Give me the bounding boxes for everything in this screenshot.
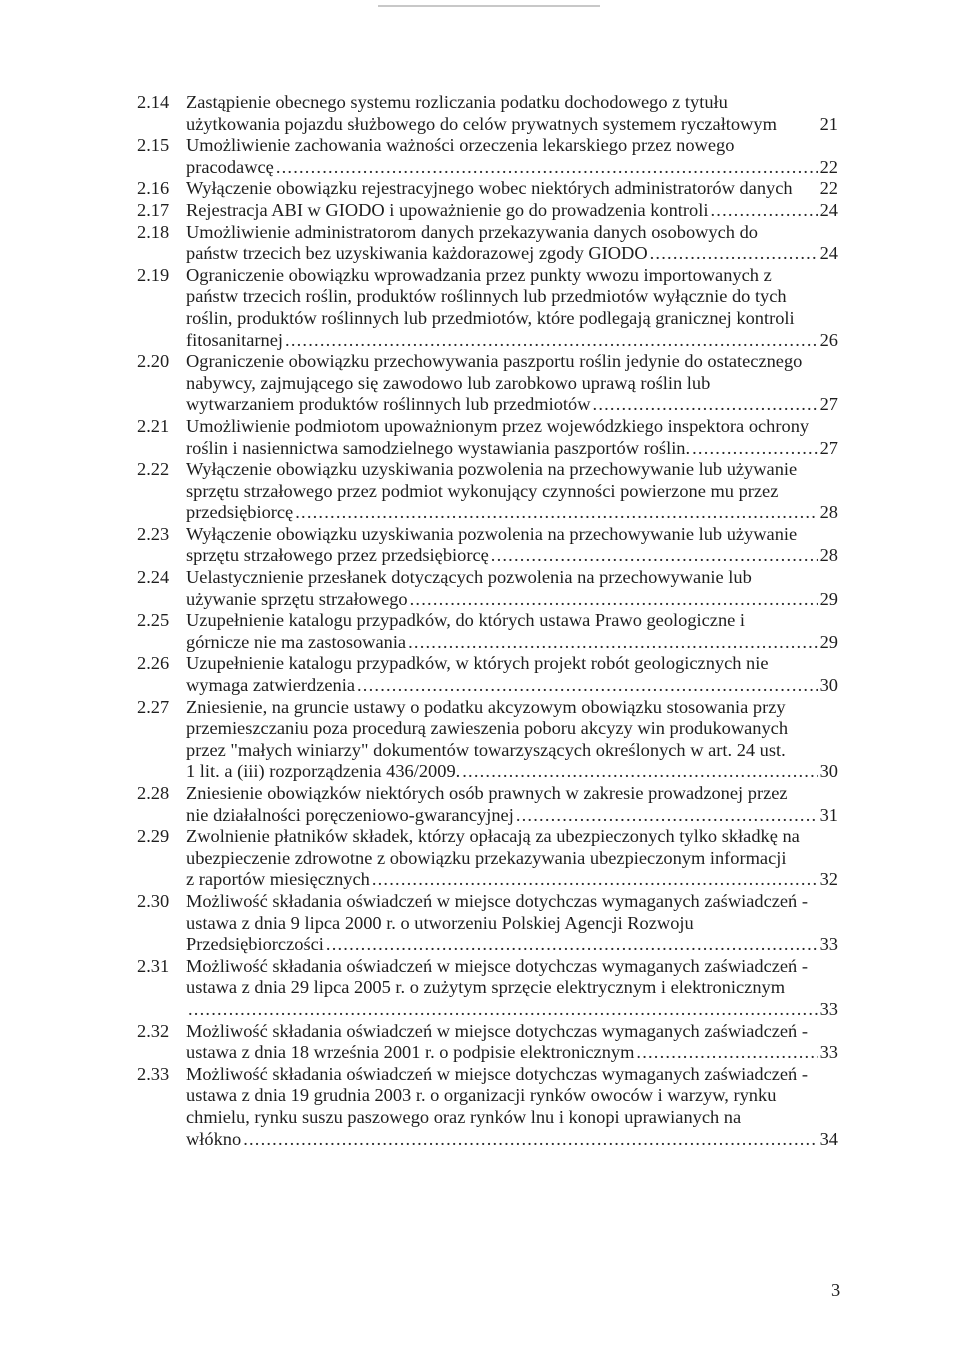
toc-entry-title-line: 1 lit. a (iii) rozporządzenia 436/2009.: [186, 761, 461, 782]
toc-entry-title-line: roślin i nasiennictwa samodzielnego wystawiania paszportów roślin.: [186, 437, 691, 458]
toc-entry[interactable]: [0, 524, 960, 567]
toc-entry-page: 26: [819, 329, 838, 350]
dot-leader: [710, 200, 817, 222]
toc-entry[interactable]: [0, 610, 960, 653]
toc-entry-title-line: Uzupełnienie katalogu przypadków, do których ustawa Prawo geologiczne i: [186, 610, 746, 631]
toc-entry-title-line: Wyłączenie obowiązku uzyskiwania pozwolenia na przechowywanie lub używanie: [186, 523, 798, 544]
toc-entry[interactable]: [0, 891, 960, 956]
toc-entry-page: 32: [819, 869, 838, 890]
dot-leader: [408, 632, 818, 654]
toc-entry[interactable]: [0, 783, 960, 826]
dot-leader: [243, 1129, 817, 1151]
toc-entry-page: 29: [819, 588, 838, 609]
toc-entry-title-line: Wyłączenie obowiązku rejestracyjnego wobec niektórych administratorów danych: [186, 178, 793, 199]
toc-entry-page: 24: [819, 243, 838, 264]
toc-entry[interactable]: [0, 416, 960, 459]
toc-entry[interactable]: [0, 178, 960, 200]
toc-entry-title-line: państw trzecich roślin, produktów roślinnych lub przedmiotów wyłącznie do tych: [186, 286, 787, 307]
toc-entry-title-line: ustawa z dnia 19 grudnia 2003 r. o organizacji rynków owoców i warzyw, rynku: [186, 1085, 777, 1106]
dot-leader: [357, 675, 818, 697]
dot-leader: [410, 589, 818, 611]
toc-entry-number: 2.30: [137, 890, 170, 911]
dot-leader: [276, 157, 818, 179]
toc-entry-title-line: włókno: [186, 1128, 242, 1149]
toc-entry-title-line: Zniesienie obowiązków niektórych osób prawnych w zakresie prowadzonej przez: [186, 783, 788, 803]
toc-entry-page: 31: [819, 804, 838, 825]
dot-leader: [188, 999, 818, 1021]
toc-entry-title-line: wytwarzaniem produktów roślinnych lub przedmiotów: [186, 394, 591, 415]
toc-entry-title-line: pracodawcę: [186, 156, 274, 177]
toc-entry-number: 2.18: [137, 221, 170, 242]
toc-entry-title-line: Możliwość składania oświadczeń w miejsce dotychczas wymaganych zaświadczeń -: [186, 890, 808, 911]
toc-entry-page: 33: [819, 998, 838, 1019]
dot-leader: [491, 545, 818, 567]
toc-entry[interactable]: [0, 200, 960, 222]
toc-entry-title-line: Przedsiębiorczości: [186, 934, 324, 955]
toc-entry-page: 33: [819, 1042, 838, 1063]
toc-entry-number: 2.28: [137, 783, 170, 803]
toc-entry-number: 2.15: [137, 135, 170, 156]
scan-top-edge: [378, 5, 600, 7]
toc-entry-title-line: nie działalności poręczeniowo-gwarancyjnej: [186, 804, 514, 825]
toc-entry-page: 27: [819, 437, 838, 458]
toc-entry-title-line: nabywcy, zajmującego się zawodowo lub zarobkowo uprawą roślin lub: [186, 372, 711, 393]
toc-entry-number: 2.24: [137, 567, 170, 588]
toc-entry-page: 28: [819, 502, 838, 523]
toc-entry-title-line: Wyłączenie obowiązku uzyskiwania pozwolenia na przechowywanie lub używanie: [186, 459, 798, 480]
toc-entry-title-line: państw trzecich bez uzyskiwania każdorazowej zgody GIODO: [186, 243, 648, 264]
toc-entry-number: 2.22: [137, 459, 170, 480]
toc-entry[interactable]: [0, 956, 960, 1021]
toc-entry-title-line: z raportów miesięcznych: [186, 869, 370, 890]
toc-entry-title-line: Umożliwienie administratorom danych przekazywania danych osobowych do: [186, 221, 758, 242]
toc-entry-title-line: górnicze nie ma zastosowania: [186, 631, 407, 652]
toc-entry-title-line: chmielu, rynku suszu paszowego oraz rynków lnu i konopi uprawianych na: [186, 1106, 742, 1127]
toc-entry-page: 21: [819, 113, 838, 134]
toc-entry-page: 30: [819, 761, 838, 782]
dot-leader: [462, 761, 817, 783]
toc-entry-page: 33: [819, 934, 838, 955]
toc-entry-title-line: Rejestracja ABI w GIODO i upoważnienie go do prowadzenia kontroli: [186, 199, 709, 220]
toc-entry-number: 2.19: [137, 264, 170, 285]
toc-entry-number: 2.14: [137, 92, 170, 112]
toc-entry[interactable]: [0, 826, 960, 891]
toc-entry-title-line: Uzupełnienie katalogu przypadków, w których projekt robót geologicznych nie: [186, 653, 769, 674]
toc-entry-page: 27: [819, 394, 838, 415]
toc-entry-page: 22: [819, 156, 838, 177]
toc-entry-title-line: przemieszczaniu poza procedurą zawieszenia poboru akcyzy win produkowanych: [186, 718, 789, 739]
toc-entry-title-line: ustawa z dnia 29 lipca 2005 r. o zużytym sprzęcie elektrycznym i elektronicznym: [186, 977, 786, 998]
toc-entry[interactable]: [0, 222, 960, 265]
toc-entry[interactable]: [0, 459, 960, 524]
toc-entry-title-line: fitosanitarnej: [186, 329, 284, 350]
toc-entry-title-line: Ograniczenie obowiązku wprowadzania przez punkty wwozu importowanych z: [186, 264, 772, 285]
toc-entry-page: 22: [819, 178, 838, 199]
toc-entry-page: 24: [819, 199, 838, 220]
page-number: 3: [831, 1280, 841, 1300]
toc-entry[interactable]: [0, 653, 960, 696]
toc-entry-title-line: sprzętu strzałowego przez przedsiębiorcę: [186, 545, 489, 566]
toc-entry-title-line: przedsiębiorcę: [186, 502, 294, 523]
toc-entry-title-line: przez "małych winiarzy" dokumentów towarzyszących określonych w art. 24 ust.: [186, 739, 786, 760]
toc-entry[interactable]: [0, 351, 960, 416]
toc-entry-number: 2.21: [137, 415, 170, 436]
toc-entry-title-line: Możliwość składania oświadczeń w miejsce dotychczas wymaganych zaświadczeń -: [186, 1020, 808, 1041]
toc-entry-number: 2.17: [137, 199, 170, 220]
toc-entry-number: 2.26: [137, 653, 170, 674]
toc-entry-title-line: Uelastycznienie przesłanek dotyczących pozwolenia na przechowywanie lub: [186, 567, 752, 588]
toc-entry-page: 28: [819, 545, 838, 566]
dot-leader: [593, 394, 818, 416]
toc-entry-number: 2.33: [137, 1063, 170, 1084]
dot-leader: [285, 330, 818, 352]
toc-entry-number: 2.20: [137, 351, 170, 372]
toc-entry-title-line: ustawa z dnia 9 lipca 2000 r. o utworzeniu Polskiej Agencji Rozwoju: [186, 912, 694, 933]
toc-entry-number: 2.31: [137, 955, 170, 976]
toc-entry[interactable]: [0, 135, 960, 178]
toc-entry-number: 2.23: [137, 523, 170, 544]
toc-entry-number: 2.32: [137, 1020, 170, 1041]
dot-leader: [636, 1042, 817, 1064]
toc-entry-title-line: Zwolnienie płatników składek, którzy opłacają za ubezpieczonych tylko składkę na: [186, 826, 800, 847]
toc-entry-title-line: Możliwość składania oświadczeń w miejsce dotychczas wymaganych zaświadczeń -: [186, 1063, 808, 1084]
toc-entry-page: 30: [819, 675, 838, 696]
toc-entry-title-line: sprzętu strzałowego przez podmiot wykonujący czynności powierzone mu przez: [186, 480, 779, 501]
toc-entry-title-line: użytkowania pojazdu służbowego do celów prywatnych systemem ryczałtowym: [186, 113, 777, 134]
toc-entry-number: 2.25: [137, 610, 170, 631]
toc-entry-title-line: roślin, produktów roślinnych lub przedmiotów, które podlegają granicznej kontroli: [186, 307, 795, 328]
dot-leader: [516, 805, 818, 827]
toc-entry[interactable]: [0, 92, 960, 135]
toc-entry[interactable]: [0, 697, 960, 783]
toc-entry-title-line: wymaga zatwierdzenia: [186, 675, 355, 696]
toc-entry-title-line: używanie sprzętu strzałowego: [186, 588, 408, 609]
toc-entry-title-line: Umożliwienie zachowania ważności orzeczenia lekarskiego przez nowego: [186, 135, 735, 156]
toc-entry-page: 29: [819, 631, 838, 652]
table-of-contents: [0, 92, 960, 1150]
toc-entry-number: 2.29: [137, 826, 170, 847]
toc-entry-number: 2.27: [137, 696, 170, 717]
toc-entry[interactable]: [0, 265, 960, 351]
dot-leader: [295, 502, 817, 524]
toc-entry-title-line: Możliwość składania oświadczeń w miejsce dotychczas wymaganych zaświadczeń -: [186, 955, 808, 976]
toc-entry-number: 2.16: [137, 178, 170, 199]
dot-leader: [650, 243, 818, 265]
toc-entry-title-line: Ograniczenie obowiązku przechowywania paszportu roślin jedynie do ostatecznego: [186, 351, 803, 372]
toc-entry[interactable]: [0, 1021, 960, 1064]
toc-entry-title-line: Umożliwienie podmiotom upoważnionym przez wojewódzkiego inspektora ochrony: [186, 415, 810, 436]
toc-entry-title-line: Zniesienie, na gruncie ustawy o podatku akcyzowym obowiązku stosowania przy: [186, 696, 786, 717]
toc-entry[interactable]: [0, 567, 960, 610]
toc-entry[interactable]: [0, 1064, 960, 1150]
dot-leader: [692, 438, 818, 460]
dot-leader: [326, 934, 818, 956]
toc-entry-page: 34: [819, 1128, 838, 1149]
toc-entry-title-line: Zastąpienie obecnego systemu rozliczania podatku dochodowego z tytułu: [186, 92, 728, 112]
dot-leader: [372, 869, 818, 891]
toc-entry-title-line: ustawa z dnia 18 września 2001 r. o podpisie elektronicznym: [186, 1042, 635, 1063]
toc-entry-title-line: ubezpieczenie zdrowotne z obowiązku przekazywania ubezpieczonym informacji: [186, 847, 787, 868]
